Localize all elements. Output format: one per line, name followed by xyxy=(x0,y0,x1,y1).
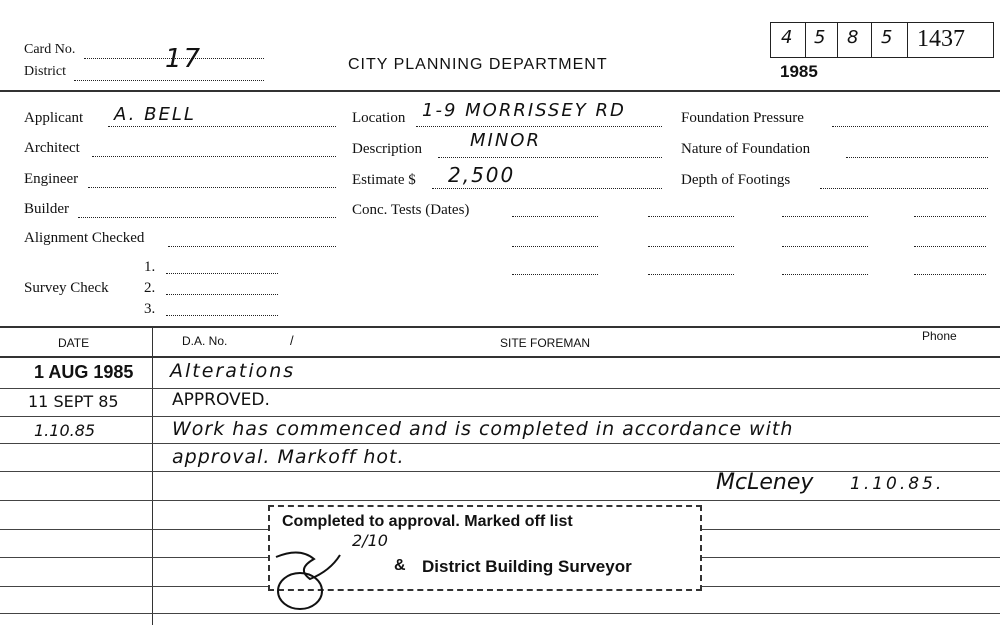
survey-line xyxy=(166,294,278,295)
ref-divider xyxy=(805,23,806,57)
conc-tests-label: Conc. Tests (Dates) xyxy=(352,202,470,218)
stamp-handwritten: 2/10 xyxy=(352,531,388,550)
survey-num: 1. xyxy=(144,259,156,275)
date-column-divider xyxy=(152,326,153,625)
log-entry-text: APPROVED. xyxy=(172,390,270,410)
log-rule xyxy=(0,471,1000,472)
ref-digit: 8 xyxy=(847,27,861,48)
nature-foundation-label: Nature of Foundation xyxy=(681,141,811,157)
alignment-label: Alignment Checked xyxy=(24,230,145,246)
log-rule xyxy=(0,443,1000,444)
conc-test-line xyxy=(512,246,598,247)
approval-stamp xyxy=(268,505,702,591)
ref-digit: 4 xyxy=(781,27,795,48)
ref-divider xyxy=(871,23,872,57)
card-no-value: 17 xyxy=(165,44,203,74)
conc-test-line xyxy=(648,216,734,217)
description-value: MINOR xyxy=(470,130,541,151)
ref-divider xyxy=(837,23,838,57)
department-title: CITY PLANNING DEPARTMENT xyxy=(348,56,608,73)
survey-num: 3. xyxy=(144,301,156,317)
conc-test-line xyxy=(914,216,986,217)
reference-box xyxy=(770,22,994,58)
builder-line xyxy=(78,217,336,218)
phone-header: Phone xyxy=(922,329,957,343)
conc-test-line xyxy=(914,274,986,275)
log-entry-text: Work has commenced and is completed in accordance with xyxy=(172,418,794,440)
ref-digit: 5 xyxy=(881,27,895,48)
log-rule xyxy=(0,500,1000,501)
survey-line xyxy=(166,315,278,316)
signature: McLeney xyxy=(716,470,814,495)
location-value: 1-9 MORRISSEY RD xyxy=(422,100,626,121)
stamp-line-2-prefix: & xyxy=(394,557,406,574)
stamp-initials-scribble xyxy=(270,543,390,615)
conc-test-line xyxy=(648,274,734,275)
card-year: 1985 xyxy=(780,62,818,81)
log-date: 1.10.85 xyxy=(34,421,96,440)
stamp-line-1: Completed to approval. Marked off list xyxy=(282,513,573,530)
engineer-line xyxy=(88,187,336,188)
conc-test-line xyxy=(914,246,986,247)
depth-footings-label: Depth of Footings xyxy=(681,172,791,188)
builder-label: Builder xyxy=(24,201,69,217)
survey-num: 2. xyxy=(144,280,156,296)
card-no-label: Card No. xyxy=(24,42,76,57)
depth-footings-line xyxy=(820,188,988,189)
foreman-header: SITE FOREMAN xyxy=(500,336,591,350)
location-line xyxy=(416,126,662,127)
log-date: 1 AUG 1985 xyxy=(34,362,134,382)
description-label: Description xyxy=(352,141,422,157)
architect-line xyxy=(92,156,336,157)
log-date: 11 SEPT 85 xyxy=(28,392,119,411)
estimate-value: 2,500 xyxy=(448,163,516,187)
location-label: Location xyxy=(352,110,406,126)
conc-test-line xyxy=(512,216,598,217)
applicant-label: Applicant xyxy=(24,110,84,126)
da-header: D.A. No. xyxy=(182,334,228,348)
architect-label: Architect xyxy=(24,140,80,156)
conc-test-line xyxy=(512,274,598,275)
date-header: DATE xyxy=(58,336,90,350)
ref-digit: 5 xyxy=(814,27,828,48)
survey-label: Survey Check xyxy=(24,280,109,296)
da-slash: / xyxy=(290,333,294,348)
conc-test-line xyxy=(782,246,868,247)
conc-test-line xyxy=(782,216,868,217)
ref-number: 1437 xyxy=(917,26,965,52)
estimate-label: Estimate $ xyxy=(352,172,416,188)
conc-test-line xyxy=(782,274,868,275)
applicant-value: A. BELL xyxy=(114,104,196,125)
log-rule xyxy=(0,388,1000,389)
signature-date: 1.10.85. xyxy=(850,474,945,494)
ref-divider xyxy=(907,23,908,57)
foundation-pressure-label: Foundation Pressure xyxy=(681,110,804,126)
log-header-border xyxy=(0,356,1000,358)
nature-foundation-line xyxy=(846,157,988,158)
applicant-line xyxy=(108,126,336,127)
survey-line xyxy=(166,273,278,274)
conc-test-line xyxy=(648,246,734,247)
district-line xyxy=(74,80,264,81)
description-line xyxy=(438,157,662,158)
log-entry-text: Alterations xyxy=(170,360,296,382)
log-entry-text: approval. Markoff hot. xyxy=(172,446,405,468)
log-rule xyxy=(0,613,1000,614)
stamp-line-2: District Building Surveyor xyxy=(422,557,632,576)
district-label: District xyxy=(24,64,66,79)
header-divider xyxy=(0,90,1000,92)
estimate-line xyxy=(432,188,662,189)
log-rule xyxy=(0,416,1000,417)
log-top-border xyxy=(0,326,1000,328)
engineer-label: Engineer xyxy=(24,171,79,187)
foundation-pressure-line xyxy=(832,126,988,127)
alignment-line xyxy=(168,246,336,247)
